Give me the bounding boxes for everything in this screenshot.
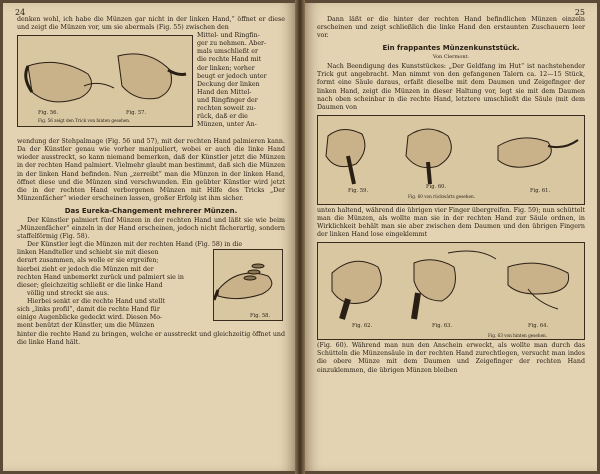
fig56-caption: Fig. 56 zeigt den Trick von hinten gesehen. [38, 118, 131, 124]
book-gutter [295, 0, 305, 474]
fig63-label: Fig. 63. [432, 323, 453, 330]
fig60-caption: Fig. 60 von rückwärts gesehen. [408, 193, 475, 199]
fig62-64-illustration [317, 242, 585, 340]
left-page [3, 3, 295, 471]
fig64-label: Fig. 64. [528, 323, 549, 330]
wrap-line: rechten soweit zu- [197, 105, 256, 113]
right-section-author: Von Clermont. [432, 54, 470, 61]
wrap-line: Hierbei senkt er die rechte Hand und stellt [27, 297, 165, 305]
fig56-57-illustration [17, 35, 193, 127]
wrap-line: die rechte Hand mit [197, 56, 262, 64]
wrap-line: mals umschließt er [197, 48, 259, 56]
right-page [305, 3, 597, 471]
fig59-61-block [317, 115, 585, 207]
fig58-block [17, 249, 285, 331]
wrap-line: Mittel- und Ringfin- [197, 32, 260, 40]
wrap-text-column-2 [17, 249, 207, 330]
fig62-label: Fig. 62. [352, 323, 373, 330]
wrap-line: ment benützt der Künstler, um die Münzen [17, 322, 155, 330]
wrap-line: derart zusammen, als wolle er sie ergreifen; [17, 257, 159, 265]
fig59-61-illustration [317, 115, 585, 205]
wrap-line: rechten Hand unbemerkt zurück und palmiert sie in [17, 273, 184, 281]
left-intro-paragraph: denken wohl, ich habe die Münzen gar nicht in der linken Hand,“ öffnet er diese und zeigt die Münzen vor, um sie abermals (Fig. 55) zwischen den [17, 16, 285, 32]
fig58-label: Fig. 58. [250, 313, 271, 320]
fig58-illustration [213, 249, 283, 321]
wrap-line: dieser; gleichzeitig schließt er die linke Hand [17, 281, 163, 289]
left-section-paragraph-2: Der Künstler legt die Münzen mit der rechten Hand (Fig. 58) in die [27, 241, 243, 249]
right-final-text: (Fig. 60). Während man nun den Anschein erweckt, als wollte man durch das Schütteln die Münzensäule in der rechten Hand zurechtlegen, versucht man indes die obere Münze mit dem Daumen und Zeigefinger der rechten Hand einzuklemmen, die übrigen Münzen bleiben [317, 342, 585, 374]
fig57-label: Fig. 57. [126, 110, 147, 117]
fig63-caption: Fig. 63 von hinten gesehen. [488, 333, 548, 339]
wrap-line: einige Augenblicke gedeckt wird. Diesen Mo- [17, 314, 163, 322]
hands-row-illustration-2 [318, 243, 584, 321]
wrap-text-column [197, 32, 285, 129]
wrap-line: Münzen, unter An- [197, 121, 257, 129]
fig56-57-block [17, 32, 285, 138]
wrap-line: und Ringfinger der [197, 96, 258, 104]
wrap-line: linken Handteller und schiebt sie mit diesen [17, 249, 159, 257]
fig62-64-block [317, 242, 585, 342]
fig61-label: Fig. 61. [530, 187, 551, 194]
wrap-line: hierbei zieht er jedoch die Münzen mit der [17, 265, 154, 273]
wrap-line: rück, daß er die [197, 113, 248, 121]
left-text-after-figures: wendung der Stehpalmage (Fig. 56 und 57), mit der rechten Hand palmieren kann. Da der Künstler genau wie vorher manipuliert, wobei er auch die linke Hand wieder ausstreckt, so kann niemand bemerken, daß der Künstler jetzt die Münzen in der rechten Hand palmiert. Vielmehr glaubt man bestimmt, daß sich die Münzen in der linken Hand befinden. Nun „zerreibt“ man die Münzen in der linken Hand, öffnet diese und die Münzen sind verschwunden. Ein geübter Künstler wird jetzt die in der rechten Hand verborgenen Münzen mit Hilfe des Tricks „Der Münzenfächer“ wieder erscheinen lassen, großer Erfolg ist ihm sicher. [17, 138, 285, 202]
right-intro-paragraph: Dann läßt er die hinter der rechten Hand befindlichen Münzen einzeln erscheinen und zeigt schließlich die linke Hand den erstaunten Zuschauern leer vor. [317, 16, 585, 40]
wrap-line: beugt er jedoch unter [197, 72, 267, 80]
left-final-text: hinter die rechte Hand zu bringen, welche er ausstreckt und gleichzeitig öffnet und die linke Hand hält. [17, 331, 285, 347]
hand-coins-illustration [214, 250, 282, 312]
hands-row-illustration-1 [318, 116, 584, 186]
right-section-title: Ein frappantes Münzenkunststück. [382, 44, 520, 53]
wrap-line: Deckung der linken [197, 80, 260, 88]
left-section-paragraph-1: Der Künstler palmiert fünf Münzen in der rechten Hand und läßt sie wie beim „Münzenfächer“ einzeln in der Hand erscheinen, jedoch nicht fächerartig, sondern staffelförmig (Fig. 58). [17, 216, 285, 241]
right-body-paragraph-1: Nach Beendigung des Kunststückes: „Der Geldfang im Hut“ ist nachstehender Trick gut angebracht. Man nimmt von den gefangenen Talern ca. 12—15 Stück, formt eine Säule daraus, erfaßt dieselbe mit dem Daumen und Zeigefinger der linken Hand, zeigt die Münzen in dieser Haltung vor, legt sie mit dem Daumen nach oben scheinbar in die rechte Hand, letztere umschließt die Säule (mit dem Daumen von [317, 63, 585, 111]
wrap-line: ger zu nehmen. Aber- [197, 40, 267, 48]
fig60-label: Fig. 60. [426, 183, 447, 190]
fig59-label: Fig. 59. [348, 187, 369, 194]
left-section-title: Das Eureka-Changement mehrerer Münzen. [64, 206, 238, 215]
wrap-line: Hand den Mittel- [197, 88, 252, 96]
page-number-left: 24 [15, 8, 26, 17]
fig56-label: Fig. 56. [38, 110, 59, 117]
page-number-right: 25 [574, 8, 585, 17]
wrap-line: der linken; vorher [197, 64, 255, 72]
right-body-paragraph-2: unten haltend, während die übrigen vier Finger übergreifen. Fig. 59); nun schüttelt man die Münzen, als wollte man sie in der rechten Hand zur Säule ordnen, in Wirklichkeit behält man sie aber zwischen dem Daumen und den übrigen Fingern der linken Hand lose eingeklemmt [317, 206, 585, 239]
wrap-line: völlig und streckt sie aus. [27, 289, 109, 297]
wrap-line: sich „links profil“, damit die rechte Hand für [17, 305, 160, 313]
